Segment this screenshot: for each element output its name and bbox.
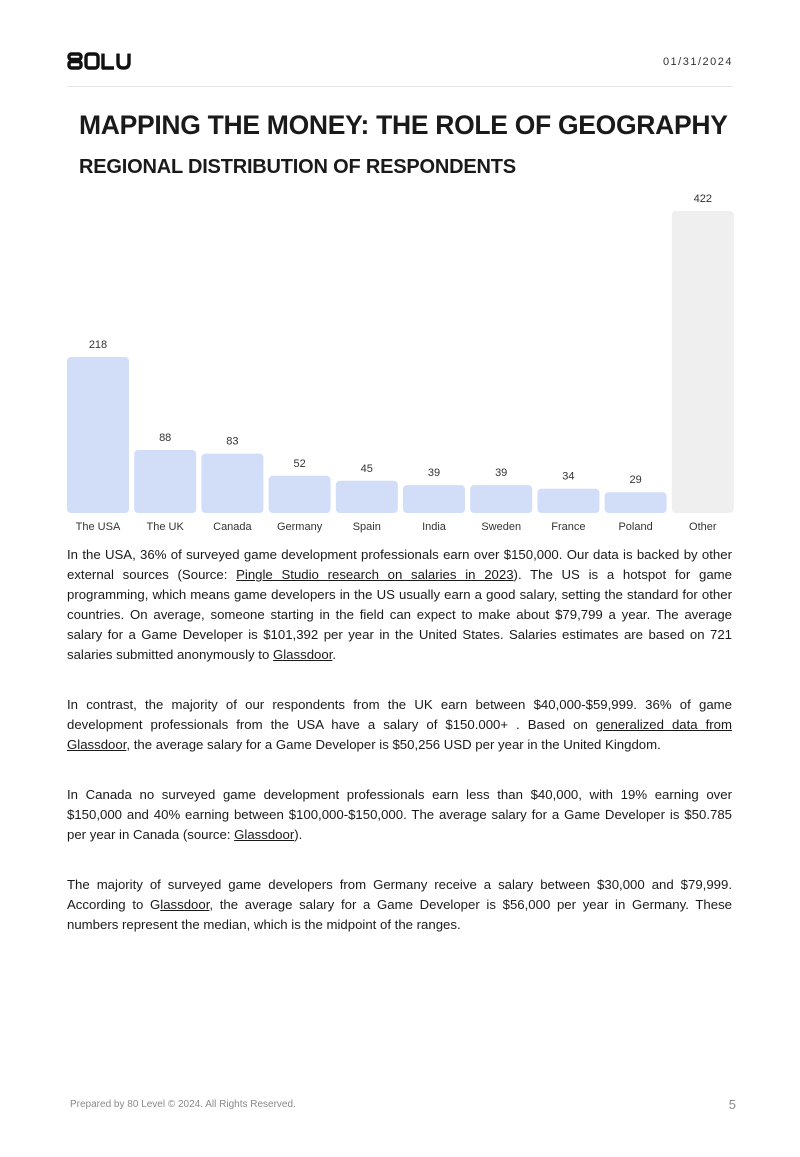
bar-india <box>403 485 465 513</box>
bar-poland <box>605 492 667 513</box>
glassdoor-link-uk[interactable]: generalized data from Glassdoor <box>67 717 732 752</box>
glassdoor-link-usa[interactable]: Glassdoor <box>272 647 333 662</box>
paragraph-germany <box>67 875 732 935</box>
category-label: Spain <box>352 521 381 533</box>
paragraph-text: In Canada no surveyed game development professionals earn less than $40,000, with 19% earning over $150,000 and 40% earning between $100,000-$150,000. The average salary for a Game Developer is $50.785 per year in Canada (source: <box>67 787 732 842</box>
footer-copyright: Prepared by 80 Level © 2024. All Rights Reserved. <box>70 1099 296 1110</box>
data-label: 34 <box>562 470 575 483</box>
bar-spain <box>336 481 398 513</box>
chart-subtitle: REGIONAL DISTRIBUTION OF RESPONDENTS <box>79 156 516 178</box>
bar-canada <box>201 454 263 513</box>
category-label: Sweden <box>481 521 522 533</box>
data-label: 39 <box>427 467 441 480</box>
category-label: Other <box>689 521 717 533</box>
paragraph-text: , the average salary for a Game Developer is $56,000 per year in Germany. These numbers represent the median, which is the midpoint of the ranges. <box>67 897 732 932</box>
category-label: Poland <box>618 521 653 533</box>
regional-distribution-chart <box>0 0 800 540</box>
data-label: 29 <box>629 474 642 487</box>
bar-france <box>537 489 599 513</box>
report-date: 01/31/2024 <box>662 56 733 68</box>
category-label: India <box>422 521 446 533</box>
paragraph-text: In contrast, the majority of our respondents from the UK earn between $40,000-$59,999. 36% of game development professionals from the USA have a salary of $150.000+ . Based on <box>67 697 732 732</box>
data-label: 422 <box>693 193 712 205</box>
paragraph-text: In the USA, 36% of surveyed game development professionals earn over $150,000. Our data is backed by other external sources (Source: <box>67 547 732 582</box>
glassdoor-link-canada[interactable]: Glassdoor <box>234 827 295 842</box>
data-label: 218 <box>88 339 108 351</box>
paragraph-canada <box>67 785 732 845</box>
pingle-studio-link[interactable]: Pingle Studio research on salaries in 2023 <box>236 567 514 582</box>
data-label: 88 <box>159 432 172 444</box>
bar-germany <box>269 476 331 513</box>
paragraph-usa <box>67 545 732 665</box>
bar-sweden <box>470 485 532 513</box>
page-title: MAPPING THE MONEY: THE ROLE OF GEOGRAPHY <box>79 110 728 140</box>
category-label: Canada <box>213 521 252 533</box>
paragraph-text: ). The US is a hotspot for game programming, which means game developers in the US usually earn a good salary, setting the standard for other countries. On average, someone starting in the field can expect to make about $79,799 a year. The average salary for a Game Developer is $101,392 per year in the United States. Salaries estimates are based on 721 salaries submitted anonymously to <box>67 567 732 662</box>
bar-the-uk <box>134 450 196 513</box>
body-text <box>67 545 732 965</box>
bar-the-usa <box>67 357 129 513</box>
data-label: 39 <box>495 467 508 480</box>
category-label: France <box>551 521 586 533</box>
data-label: 83 <box>226 435 239 448</box>
paragraph-text: . <box>332 647 337 662</box>
paragraph-text: ). <box>294 827 303 842</box>
category-label: The UK <box>146 521 184 533</box>
page-number: 5 <box>728 1097 736 1112</box>
data-label: 52 <box>293 457 306 470</box>
category-label: Germany <box>276 521 323 533</box>
data-label: 45 <box>360 462 373 475</box>
bar-other <box>672 211 734 513</box>
category-label: The USA <box>75 521 121 533</box>
glassdoor-link-germany[interactable]: lassdoor <box>160 897 210 912</box>
paragraph-uk <box>67 695 732 755</box>
paragraph-text: , the average salary for a Game Developer is $50,256 USD per year in the United Kingdom. <box>126 737 661 752</box>
paragraph-text: The majority of surveyed game developers from Germany receive a salary between $30,000 and $79,999. According to G <box>67 877 732 912</box>
